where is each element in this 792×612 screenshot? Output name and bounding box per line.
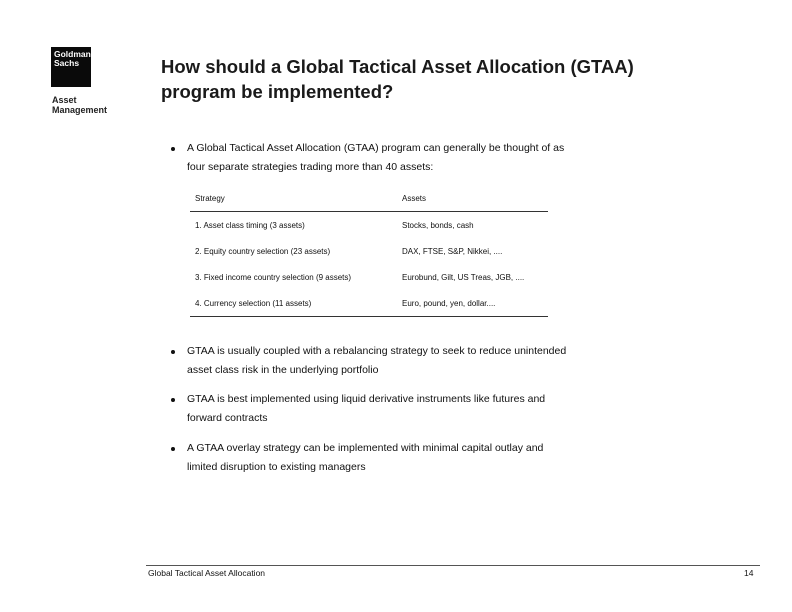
page-title xyxy=(161,54,761,104)
table-row xyxy=(190,264,548,290)
footer-document-title: Global Tactical Asset Allocation xyxy=(148,568,266,578)
bullet-item xyxy=(171,390,651,428)
bullet-item xyxy=(171,342,651,380)
bullet-dot-icon xyxy=(171,350,175,354)
bullet-dot-icon xyxy=(171,447,175,451)
bullet-dot-icon xyxy=(171,398,175,402)
logo-sub-line-1: Asset xyxy=(52,95,77,105)
table-row xyxy=(190,290,548,317)
table-cell-strategy: 3. Fixed income country selection (9 assets) xyxy=(195,273,352,282)
table-cell-assets: Stocks, bonds, cash xyxy=(402,221,474,230)
bullet-line: forward contracts xyxy=(187,412,268,424)
table-header-strategy: Strategy xyxy=(195,194,225,203)
bullet-line: four separate strategies trading more than 40 assets: xyxy=(187,161,434,173)
table-cell-assets: Euro, pound, yen, dollar.... xyxy=(402,299,496,308)
page-number: 14 xyxy=(744,568,754,578)
bullet-line: asset class risk in the underlying portfolio xyxy=(187,364,379,376)
bullet-line: GTAA is usually coupled with a rebalancing strategy to seek to reduce unintended xyxy=(187,345,567,357)
table-cell-assets: DAX, FTSE, S&P, Nikkei, .... xyxy=(402,247,503,256)
title-line-1: How should a Global Tactical Asset Allocation (GTAA) xyxy=(161,56,634,77)
bullet-line: limited disruption to existing managers xyxy=(187,461,366,473)
logo-sub-line-2: Management xyxy=(52,105,108,115)
bullet-item xyxy=(171,439,651,477)
bullet-dot-icon xyxy=(171,147,175,151)
table-row xyxy=(190,238,548,264)
bullet-line: A Global Tactical Asset Allocation (GTAA) program can generally be thought of as xyxy=(187,142,565,154)
bullet-item xyxy=(171,139,651,177)
table-header-assets: Assets xyxy=(402,194,427,203)
bullet-line: GTAA is best implemented using liquid derivative instruments like futures and xyxy=(187,393,546,405)
goldman-sachs-logo xyxy=(51,47,91,87)
logo-line-1: Goldman xyxy=(54,49,91,59)
footer-divider xyxy=(146,565,760,566)
table-cell-strategy: 2. Equity country selection (23 assets) xyxy=(195,247,331,256)
table-cell-strategy: 4. Currency selection (11 assets) xyxy=(195,299,312,308)
table-cell-assets: Eurobund, Gilt, US Treas, JGB, .... xyxy=(402,273,525,282)
strategy-table xyxy=(190,187,548,317)
table-header-row xyxy=(190,187,548,212)
table-row xyxy=(190,212,548,238)
title-line-2: program be implemented? xyxy=(161,81,394,102)
bullet-line: A GTAA overlay strategy can be implemented with minimal capital outlay and xyxy=(187,442,544,454)
logo-line-2: Sachs xyxy=(54,58,80,68)
asset-management-label xyxy=(52,95,107,115)
table-cell-strategy: 1. Asset class timing (3 assets) xyxy=(195,221,305,230)
